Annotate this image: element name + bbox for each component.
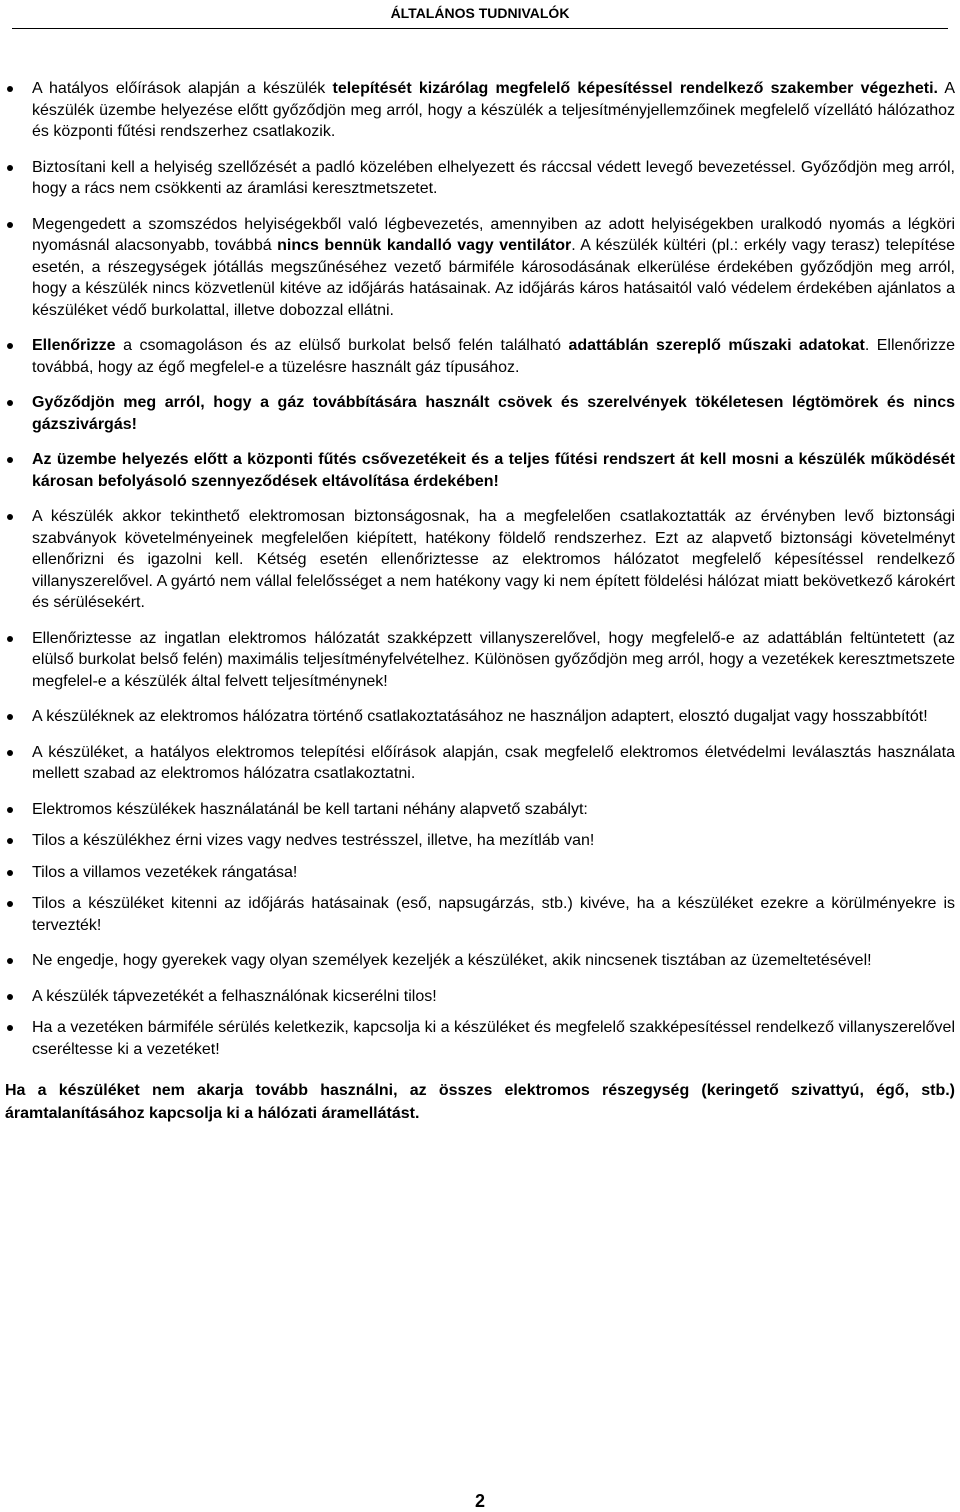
list-item (0, 78, 960, 143)
page-number: 2 (474, 1491, 485, 1511)
bullet-icon (7, 343, 13, 349)
bullet-icon (7, 514, 13, 520)
list-item (0, 986, 960, 1008)
bullet-icon (7, 165, 13, 171)
emphasized-text: Ellenőrizze (32, 337, 116, 354)
item-text: Biztosítani kell a helyiség szellőzését a padló közelében elhelyezett és ráccsal védett levegő bevezetéssel. Győződjön meg arról, hogy a rács nem csökkenti az áramlási keresztmetszetet. (32, 158, 955, 197)
final-note: Ha a készüléket nem akarja tovább használni, az összes elektromos részegység (keringető szivattyú, égő, stb.) áramtalanításához kapcsolja ki a hálózati áramellátást. (5, 1082, 955, 1122)
item-text: A hatályos előírások alapján a készülék (32, 80, 333, 97)
item-text: A készüléket, a hatályos elektromos telepítési előírások alapján, csak megfelelő elektromos életvédelmi leválasztás használata mellett szabad az elektromos hálózatra csatlakoztatni. (32, 743, 955, 782)
page-header (0, 0, 960, 30)
list-item (0, 742, 960, 785)
item-text: Ne engedje, hogy gyerekek vagy olyan személyek kezeljék a készüléket, akik nincsenek tisztában az üzemeltetésével! (32, 952, 872, 969)
item-text: A készülék tápvezetékét a felhasználónak kicserélni tilos! (32, 987, 437, 1005)
emphasized-text: adattáblán szereplő műszaki adatokat (568, 337, 865, 354)
bullet-icon (7, 636, 13, 642)
list-item (0, 449, 960, 492)
header-title: ÁLTALÁNOS TUDNIVALÓK (390, 5, 570, 21)
item-text: Ha a vezetéken bármiféle sérülés keletkezik, kapcsolja ki a készüléket és megfelelő szakképesítéssel rendelkező villanyszerelővel cseréltesse ki a vezetéket! (32, 1019, 955, 1058)
list-item (0, 893, 960, 936)
item-text: Tilos a készüléket kitenni az időjárás hatásainak (eső, napsugárzás, stb.) kivéve, ha a készüléket ezekre a körülményekre is tervezték! (32, 895, 955, 934)
item-text: A készülék akkor tekinthető elektromosan biztonságosnak, ha a megfelelően csatlakoztatták az érvényben levő biztonsági szabványok követelményeinek megfelelően kiépített, hatékony földelő rendszerhez. Ezt az alapvető biztonsági követelményt ellenőrizni és igazolni kell. Kétség esetén ellenőriztesse az elektromos hálózatot megfelelő képesítéssel rendelkező villanyszerelővel. A gyártó nem vállal felelősséget a nem hatékony vagy ki nem épített földelési hálózat miatt bekövetkező károkért és sérülésekért. (32, 508, 955, 611)
item-text: Tilos a villamos vezetékek rángatása! (32, 863, 298, 881)
bullet-icon (7, 714, 13, 720)
item-text: Megengedett a szomszédos helyiségekből való légbevezetés, amennyiben az adott helyiségekben uralkodó nyomás a légköri nyomásnál alacsonyabb, továbbá (32, 215, 955, 254)
header-divider (12, 28, 948, 29)
list-item (0, 628, 960, 693)
bullet-list (0, 78, 960, 1060)
bullet-icon (7, 838, 13, 844)
list-item (0, 214, 960, 322)
bullet-icon (7, 1025, 13, 1031)
bullet-icon (7, 750, 13, 756)
item-text: . Ellenőrizze továbbá, hogy az égő megfelel-e a tüzelésre használt gáz típusához. (32, 337, 956, 376)
list-item (0, 950, 960, 972)
emphasized-text: telepítését kizárólag megfelelő képesítéssel rendelkező szakember végezheti. (332, 80, 938, 97)
bullet-icon (7, 457, 13, 463)
item-text: A készülék üzembe helyezése előtt győződjön meg arról, hogy a készülék a teljesítményjellemzőinek megfelelő vízellátó hálózathoz és központi fűtési rendszerhez csatlakozik. (32, 80, 956, 140)
list-item (0, 157, 960, 200)
list-item (0, 392, 960, 435)
list-item (0, 706, 960, 728)
emphasized-text: nincs bennük kandalló vagy ventilátor (277, 237, 572, 254)
item-text: Ellenőriztesse az ingatlan elektromos hálózatát szakképzett villanyszerelővel, hogy megfelelő-e az adattáblán feltüntetett (az elülső burkolat belső felén) maximális teljesítményfelvételhez. Különösen győződjön meg arról, hogy a vezetékek keresztmetszete megfelel-e a készülék által felvett teljesítménynek! (32, 629, 955, 690)
document-body (0, 78, 960, 1125)
item-text: Elektromos készülékek használatánál be kell tartani néhány alapvető szabályt: (32, 800, 588, 818)
list-item (0, 830, 960, 852)
emphasized-text: Győződjön meg arról, hogy a gáz továbbítására használt csövek és szerelvények tökéletesen légtömörek és nincs gázszivárgás! (32, 394, 955, 433)
item-text: A készüléknek az elektromos hálózatra történő csatlakoztatásához ne használjon adaptert, elosztó dugaljat vagy hosszabbítót! (32, 708, 928, 725)
bullet-icon (7, 222, 13, 228)
bullet-icon (7, 901, 13, 907)
list-item (0, 335, 960, 378)
bullet-icon (7, 870, 13, 876)
list-item (0, 506, 960, 614)
emphasized-text: Az üzembe helyezés előtt a központi fűtés csővezetékeit és a teljes fűtési rendszert át kell mosni a készülék működését károsan befolyásoló szennyeződések eltávolítása érdekében! (32, 451, 955, 490)
list-item (0, 862, 960, 884)
list-item (0, 1017, 960, 1060)
bullet-icon (7, 86, 13, 92)
bullet-icon (7, 807, 13, 813)
bullet-icon (7, 994, 13, 1000)
item-text: a csomagoláson és az elülső burkolat belső felén található (115, 337, 569, 354)
item-text: Tilos a készülékhez érni vizes vagy nedves testrésszel, illetve, ha mezítláb van! (32, 832, 595, 849)
item-text: . A készülék kültéri (pl.: erkély vagy terasz) telepítése esetén, a részegységek jótállás megszűnéséhez vezető bármiféle károsodásának elkerülése érdekében győződjön meg arról, hogy a készülék nincs közvetlenül kitéve az időjárás hatásainak. Az időjárás káros hatásaitól való védelem érdekében ajánlatos a készüléket védő burkolattal, illetve dobozzal ellátni. (32, 237, 955, 319)
list-item (0, 799, 960, 821)
bullet-icon (7, 958, 13, 964)
bullet-icon (7, 400, 13, 406)
